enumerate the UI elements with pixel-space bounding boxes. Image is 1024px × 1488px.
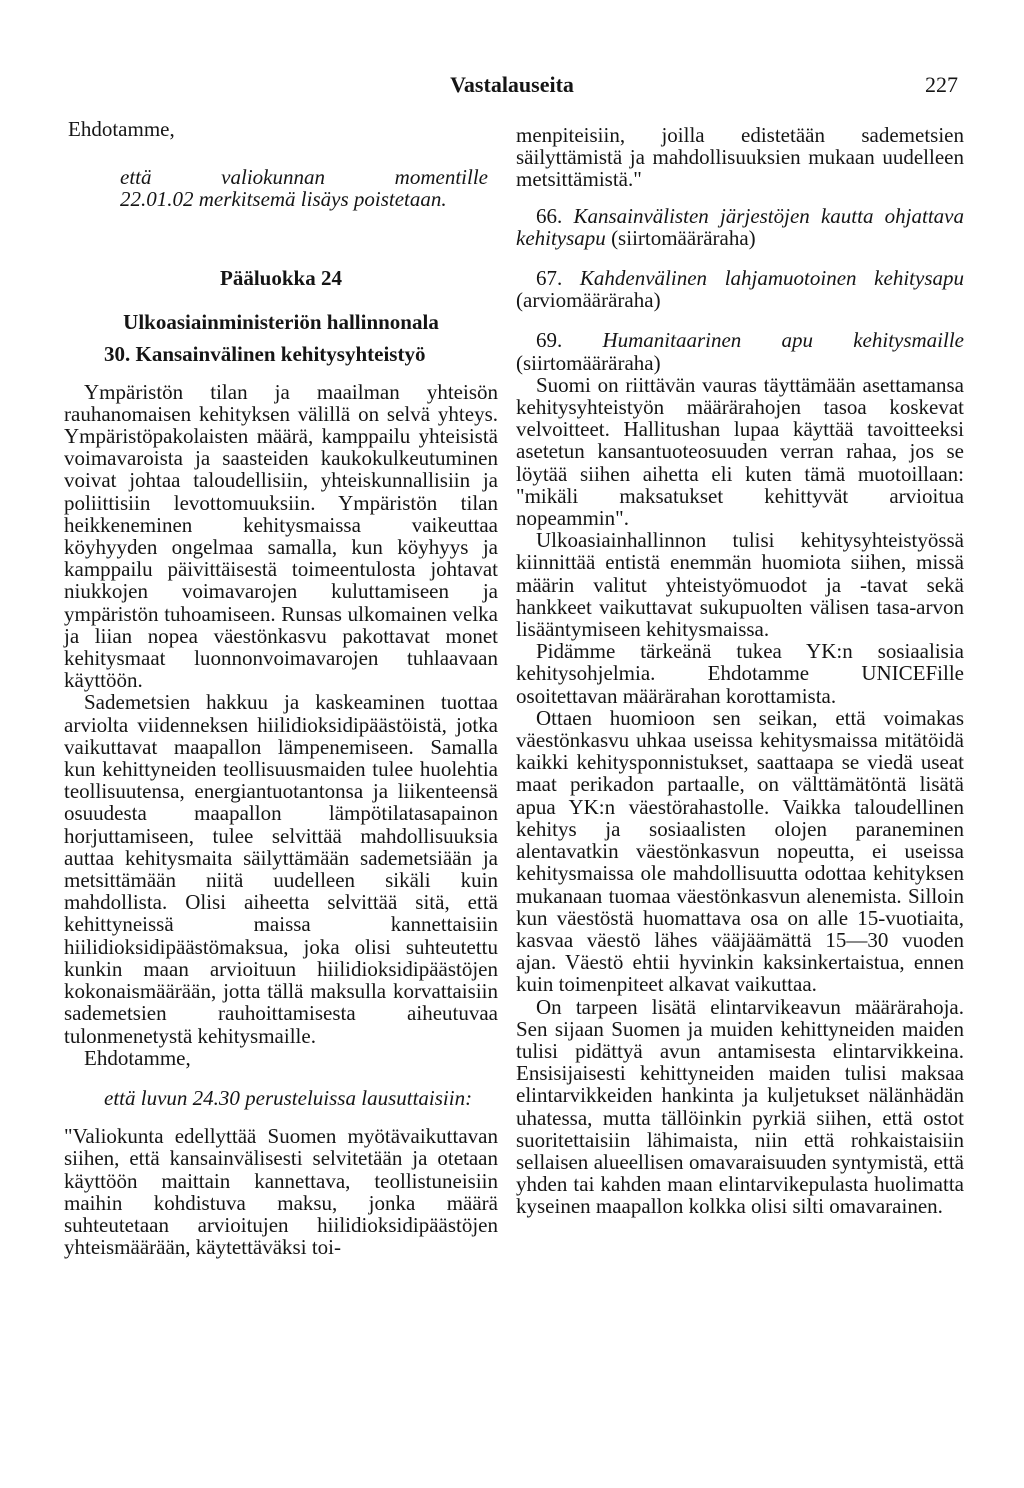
ministry-heading: Ulkoasiainministeriön hallinnonala [123,309,439,334]
quote-continuation: menpiteisiin, joilla edistetään sademetsien säilyttämistä ja mahdollisuuksien mukaan uudelleen metsittämistä." [516,123,964,192]
item-number: 69. [536,328,563,353]
motion-line-1: että valiokunnan momentille [120,165,488,190]
item-title: Humanitaarinen apu kehitysmaille [602,328,965,353]
body-paragraph: Pidämme tärkeänä tukea YK:n sosiaalisia kehitysohjelmia. Ehdotamme UNICEFille osoitettavan määrärahan korottamista. [516,639,964,708]
item-type: (siirtomääräraha) [516,350,661,375]
body-paragraph: Ympäristön tilan ja maailman yhteisön rauhanomaisen kehityksen välillä on selvä yhteys. Ympäristöpakolaisten määrä, kamppailu yhteisistä voimavaroista ja saasteiden kaukokulkeutuminen voivat johtaa taloudellisiin, yhteiskunnallisiin ja poliittisiin levottomuuksiin. Ympäristön tilan heikkeneminen kehitysmaissa vaikeuttaa köyhyyden ongelmaa samalla, kun köyhyys ja kamppailu päivittäisestä toimeentulosta johtavat niukkojen voimavarojen kuluttamiseen ja ympäristön tuhoamiseen. Runsas ulkomainen velka ja liian nopea väestönkasvu pakottavat monet kehitysmaat luonnonvoimavarojen tuhlaavaan käyttöön. [64,379,498,693]
motion-line-2: 22.01.02 merkitsemä lisäys poistetaan. [120,187,447,212]
item-67 [516,267,964,311]
body-paragraph: Ottaen huomioon sen seikan, että voimakas väestönkasvu uhkaa useissa kehitysmaissa mitätöidä kaikki kehitysponnistukset, saattaapa se viedä useat maat perikadon partaalle, on välttämätöntä lisätä apua YK:n väestörahastolle. Vaikka taloudellinen kehitys ja sosiaalisten olojen paraneminen alentavatkin väestönkasvun nopeutta, ei useissa kehitysmaissa ole mahdollisuutta odottaa kehityksen mukanaan tuomaa väestönkasvun alenemista. Silloin kun väestöstä huomattava osa on alle 15-vuotiaita, kasvaa väestö lähes vääjäämättä 15—30 vuoden ajan. Väestö ehtii hyvinkin kaksinkertaistua, ennen kuin toimenpiteet alkavat vaikuttaa. [516,705,964,997]
item-title: Kahdenvälinen lahjamuotoinen kehitysapu [579,266,964,291]
body-paragraph: Suomi on riittävän vauras täyttämään asettamansa kehitysyhteistyön määrärahojen tasoa koskevat velvoitteet. Hallitushan lupaa käyttää tavoitteeksi asetetun kansantuoteosuuden verran rahaa, jos se löytää siihen aihetta eli kuten tämä muotoillaan: "mikäli maksatukset kehittyvät arvioitua nopeammin". [516,372,964,531]
body-paragraph: Sademetsien hakkuu ja kaskeaminen tuottaa arviolta viidenneksen hiilidioksidipäästöistä, jotka vaikuttavat maapallon lämpenemiseen. Samalla kun kehittyneiden teollisuusmaiden tulee huolehtia teollisuutensa, energiantuotantonsa ja liikenteensä osuudesta maapallon lämpötilatasapainon horjuttamiseen, tulee selvittää mahdollisuuksia auttaa kehitysmaita säilyttämään sademetsiään ja metsittämään niitä uudelleen sikäli kuin mahdollista. Olisi aiheetta selvittää sitä, että kehittyneissä maissa kannettaisiin hiilidioksidipäästömaksua, joka olisi suhteutettu kunkin maan arvioituun hiilidioksidipäästöjen kokonaismäärään, jotta tällä maksulla korvattaisiin sademetsien rauhoittamisesta aiheutuvaa tulonmenetystä kehitysmaille. [64,690,498,1048]
right-column [516,118,964,1218]
motion-text: että luvun 24.30 perusteluissa lausuttaisiin: [104,1085,473,1110]
item-66 [516,205,964,249]
item-number: 67. [536,266,563,291]
item-69 [516,329,964,373]
running-header: Vastalauseita [450,72,574,97]
page-number: 227 [925,72,958,97]
section-heading: 30. Kansainvälinen kehitysyhteistyö [104,341,426,366]
item-type: (siirtomääräraha) [611,225,756,250]
body-paragraph: Ulkoasiainhallinnon tulisi kehitysyhteistyössä kiinnittää entistä enemmän huomiota siihen, missä määrin valitut yhteistyömuodot ja -tavat sekä hankkeet vaikuttavat sukupuolten välisen tasa-arvon lisääntymiseen kehitysmaissa. [516,528,964,642]
proposal-intro: Ehdotamme, [84,1045,191,1070]
quote-paragraph: "Valiokunta edellyttää Suomen myötävaikuttavan siihen, että kansainvälisesti selvitetään ja otetaan käyttöön maittain kannettava, teollistuneisiin maihin kohdistuva maksu, jonka määrä suhteutetaan arvioitujen hiilidioksidipäästöjen yhteismäärään, käytettäväksi toi- [64,1124,498,1260]
proposal-intro: Ehdotamme, [68,117,175,141]
body-paragraph: On tarpeen lisätä elintarvikeavun määrärahoja. Sen sijaan Suomen ja muiden kehittyneiden maiden tulisi pidättyä avun antamisesta elintarvikkeina. Ensisijaisesti kehittyneiden maiden tulisi maksaa elintarvikkeiden hankinta ja kuljetukset nälänhädän uhatessa, mutta tällöinkin pyrkiä siihen, että ostot suoritettaisiin lähimaista, niin että rohkaistaisiin sellaisen alueellisen omavaraisuuden syntymistä, että yhden tai kahden maan elintarvikepulasta huolimatta kyseinen maapallon kolkka olisi silti omavarainen. [516,994,964,1219]
item-title: Kansainvälisten järjestöjen kautta ohjattava kehitysapu [516,203,964,250]
main-class-heading: Pääluokka 24 [220,265,342,290]
item-number: 66. [536,203,563,228]
left-column [64,118,498,1258]
item-type: (arviomääräraha) [516,288,661,313]
